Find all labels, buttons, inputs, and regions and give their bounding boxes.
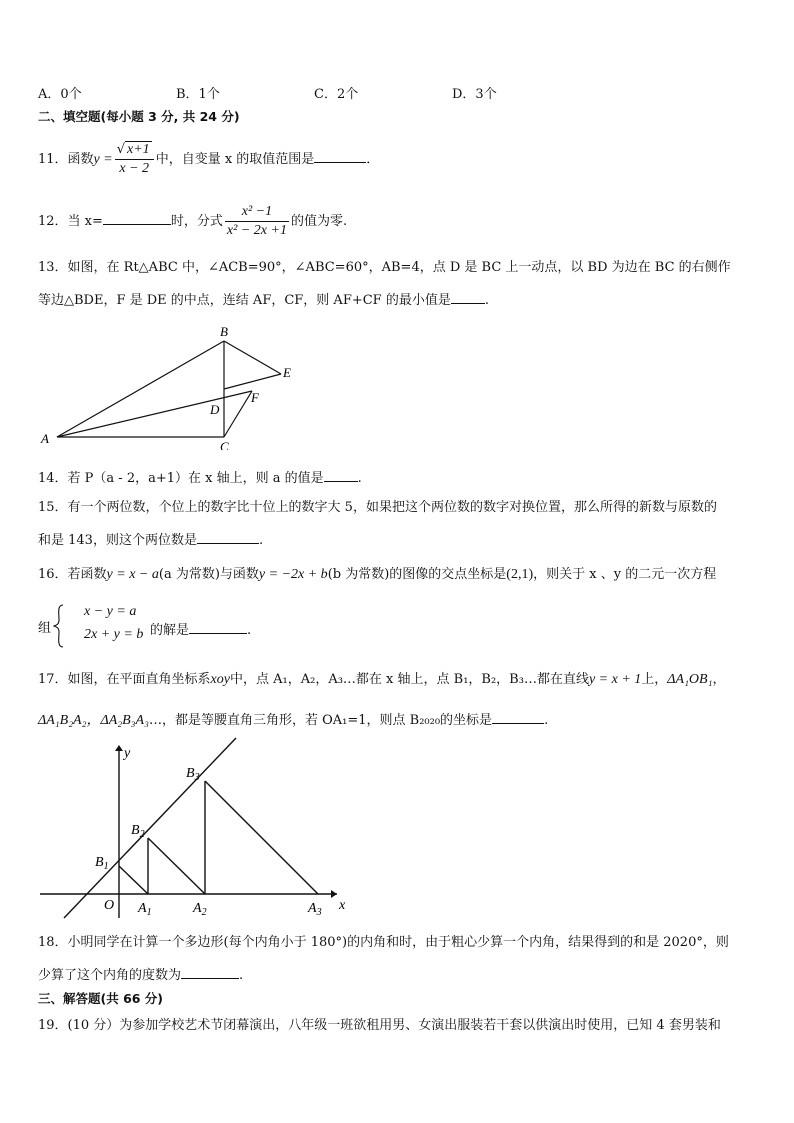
segment-af [57, 391, 252, 437]
question-14 [38, 468, 362, 488]
q17-xoy: xoy [210, 672, 230, 687]
question-17-line-1: 17．如图，在平面直角坐标系xoy中，点 A₁，A₂，A₃…都在 x 轴上，点 B₁，B₂，B₃…都在直线y = x + 1上，ΔA₁OB₁， [38, 672, 726, 687]
label-a3: $A_3$ [308, 901, 322, 918]
q11-answer-blank[interactable] [314, 149, 366, 163]
q11-fraction: $\frac{√ x+1}{x - 2}$ [115, 141, 154, 178]
question-16-line-1 [38, 566, 716, 584]
option-c: C．2个 [314, 87, 359, 102]
q17-text-1: 17．如图，在平面直角坐标系 [38, 672, 211, 687]
question-19-line-1: 19．(10 分）为参加学校艺术节闭幕演出，八年级一班欲租用男、女演出服装若干套以供演出时使用，已知 4 套男装和 [38, 1018, 721, 1033]
x-axis-arrow [331, 890, 337, 898]
q16-end: . [247, 623, 252, 638]
label-b3: $B_3$ [186, 766, 200, 783]
q12-answer-blank[interactable] [103, 211, 171, 225]
q16-text-2: (b 为常数)的图像的交点坐标是 [327, 567, 507, 582]
q12-fraction [225, 203, 289, 240]
question-12 [38, 203, 347, 240]
question-13-line-1: 13．如图，在 Rt△ABC 中，∠ACB=90°，∠ABC=60°，AB=4，点 D 是 BC 上一动点，以 BD 为边在 BC 的右侧作 [38, 260, 731, 275]
option-d: D．3个 [452, 87, 497, 102]
label-f: F [251, 390, 259, 405]
q17-text-4: …，都是等腰直角三角形，若 OA₁=1，则点 B₂₀₂₀的坐标是 [148, 713, 493, 728]
q17-line-equation: y = x + 1 [588, 672, 642, 687]
q11-prefix: 11．函数 [38, 152, 94, 167]
q12-mid: 时，分式 [170, 214, 223, 229]
q11-denominator: x − 2 [119, 161, 150, 176]
x-axis-label: x [339, 898, 346, 913]
q17-answer-blank[interactable] [492, 710, 544, 724]
q15-text: 和是 143，则这个两位数是 [38, 533, 197, 548]
y-axis-label: y [124, 746, 131, 761]
question-15-line-2 [38, 530, 263, 550]
q16-suffix-line [150, 620, 251, 640]
point-labels [95, 766, 322, 918]
section-heading-solutions: 三、解答题(共 66 分) [38, 991, 164, 1006]
q16-text-3: ，则关于 x 、y 的二元一次方程 [533, 567, 717, 582]
segment-cf [224, 391, 252, 437]
question-11: 11．函数y = $\frac{√ x+1}{x - 2}$ 中，自变量 x 的取值范围是 ． [38, 142, 380, 176]
segment-b3-a3 [205, 781, 318, 894]
line-y-equals-x-plus-1 [64, 738, 236, 918]
segment-b2-a2 [148, 838, 205, 894]
q13-answer-blank[interactable] [451, 290, 485, 304]
question-15-line-1: 15．有一个两位数，个位上的数字比十位上的数字大 5，如果把这个两位数的数字对换位置，那么所得的新数与原数的 [38, 500, 717, 515]
q15-answer-blank[interactable] [197, 530, 259, 544]
q14-answer-blank[interactable] [324, 468, 358, 482]
q16-prefix: 16．若函数 [38, 567, 107, 582]
q17-triangle-3: ，ΔA₂B₃A₃ [86, 713, 149, 728]
q17-end: . [544, 713, 549, 728]
label-c: C [220, 439, 229, 450]
label-d: D [210, 402, 220, 417]
section-heading-fill-blank: 二、填空题(每小题 3 分, 共 24 分) [38, 109, 240, 124]
option-a: A．0个 [38, 87, 82, 102]
q12-denominator: x² − 2x +1 [226, 223, 287, 238]
question-13-line-2: 等边△BDE，F 是 DE 的中点，连结 AF，CF，则 AF+CF 的最小值是 . [38, 290, 489, 310]
q17-coordinate-figure [0, 735, 370, 925]
origin-label: O [104, 898, 115, 913]
segment-be [224, 341, 281, 374]
q16-equation-1: x − y = a [84, 604, 137, 619]
label-e: E [283, 365, 291, 380]
q12-prefix: 12．当 x= [38, 214, 103, 229]
q16-system-brace [53, 604, 65, 648]
q13-triangle-figure [0, 320, 320, 450]
segment-ab [57, 341, 224, 437]
label-b: B [220, 324, 228, 339]
q17-triangle-2: ΔA₁B₂A₂ [38, 713, 87, 728]
q11-suffix: 中，自变量 x 的取值范围是 [155, 152, 315, 167]
q16-function-1: y = x − a [106, 567, 159, 582]
question-18-line-2 [38, 965, 243, 985]
q13-text: 等边△BDE，F 是 DE 的中点，连结 AF，CF，则 AF+CF 的最小值是 [38, 293, 451, 308]
q17-text-2: 中，点 A₁，A₂，A₃…都在 x 轴上，点 B₁，B₂，B₃…都在直线 [229, 672, 589, 687]
q12-suffix: 的值为零. [290, 214, 348, 229]
segment-b1-a1 [119, 866, 148, 894]
label-a1: $A_1$ [138, 901, 152, 918]
segment-de [224, 374, 281, 389]
q18-end: . [239, 968, 244, 983]
q15-end: . [258, 533, 264, 548]
q16-function-2: y = −2x + b [258, 567, 328, 582]
q16-intersection-point: (2,1) [506, 567, 534, 582]
q16-text-1: (a 为常数)与函数 [158, 567, 259, 582]
label-b1: $B_1$ [95, 855, 109, 872]
q16-equation-2: 2x + y = b [84, 627, 144, 642]
q16-answer-blank[interactable] [189, 620, 247, 634]
q11-numerator: x+1 [127, 142, 150, 157]
label-a2: $A_2$ [193, 901, 207, 918]
q12-numerator: x² −1 [225, 203, 289, 222]
question-17-line-2 [38, 710, 548, 730]
q17-text-3: 上， [641, 672, 668, 687]
question-18-line-1: 18．小明同学在计算一个多边形(每个内角小于 180°)的内角和时，由于粗心少算一个内角，结果得到的和是 2020°，则 [38, 935, 729, 950]
q14-end: . [357, 471, 362, 486]
y-axis-arrow [115, 745, 123, 751]
label-a: A [41, 431, 49, 446]
label-b2: $B_2$ [131, 823, 145, 840]
option-b: B．1个 [176, 87, 220, 102]
q18-answer-blank[interactable] [181, 965, 239, 979]
q17-triangle-1: ΔA₁OB₁ [667, 672, 713, 687]
q16-suffix: 的解是 [150, 623, 190, 638]
q14-text: 14．若 P（a - 2，a+1）在 x 轴上，则 a 的值是 [38, 471, 324, 486]
q11-function-lhs: y = [93, 152, 113, 167]
q18-text: 少算了这个内角的度数为 [38, 968, 182, 983]
q16-zu: 组 [38, 621, 52, 636]
